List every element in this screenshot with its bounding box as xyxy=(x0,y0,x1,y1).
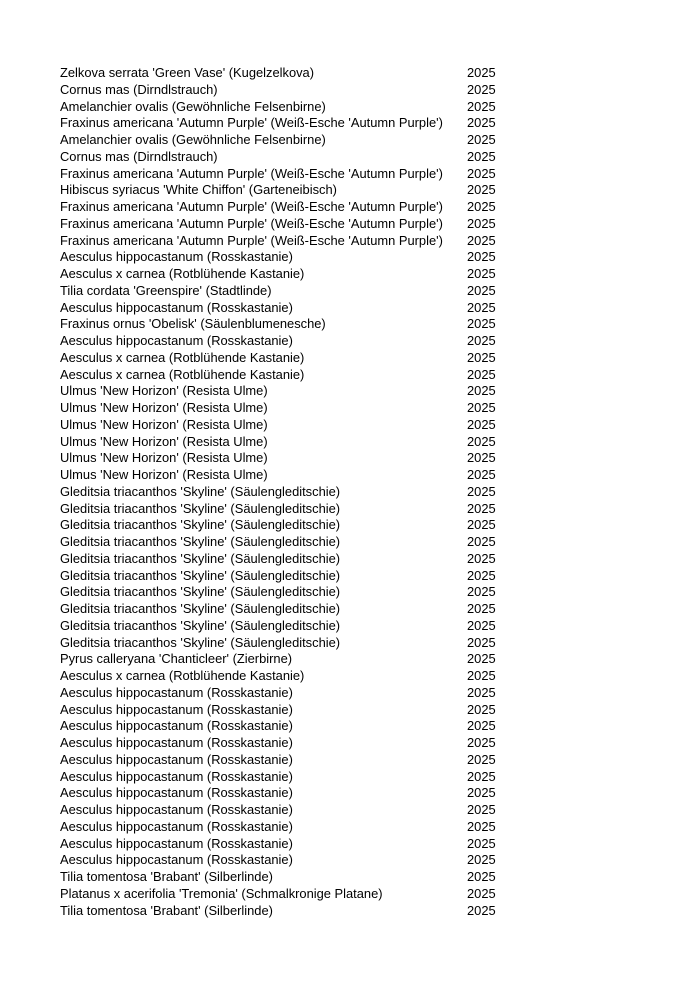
list-row xyxy=(60,367,520,384)
list-row xyxy=(60,802,520,819)
tree-species-name: Cornus mas (Dirndlstrauch) xyxy=(60,81,218,97)
planting-year: 2025 xyxy=(467,366,496,382)
tree-species-name: Ulmus 'New Horizon' (Resista Ulme) xyxy=(60,400,268,415)
planting-year: 2025 xyxy=(467,132,496,147)
planting-year: 2025 xyxy=(467,148,496,164)
tree-species-name: Platanus x acerifolia 'Tremonia' (Schmalkronige Platane) xyxy=(60,885,383,901)
list-row xyxy=(60,115,520,132)
tree-species-name: Gleditsia triacanthos 'Skyline' (Säulengleditschie) xyxy=(60,550,341,566)
list-row xyxy=(60,417,520,434)
planting-year: 2025 xyxy=(467,601,496,616)
list-row xyxy=(60,166,520,183)
tree-species-name: Aesculus hippocastanum (Rosskastanie) xyxy=(60,249,293,265)
list-row xyxy=(60,785,520,802)
planting-year: 2025 xyxy=(467,517,496,533)
list-row xyxy=(60,869,520,886)
planting-year: 2025 xyxy=(467,718,496,734)
planting-year: 2025 xyxy=(467,199,496,214)
planting-year: 2025 xyxy=(467,500,496,516)
list-row xyxy=(60,249,520,266)
tree-species-name: Fraxinus americana 'Autumn Purple' (Weiß-Esche 'Autumn Purple') xyxy=(60,199,443,214)
list-row xyxy=(60,501,520,518)
list-row xyxy=(60,568,520,585)
tree-species-name: Aesculus hippocastanum (Rosskastanie) xyxy=(60,768,293,784)
list-row xyxy=(60,702,520,719)
tree-species-name: Ulmus 'New Horizon' (Resista Ulme) xyxy=(60,433,268,449)
planting-year: 2025 xyxy=(467,65,496,80)
planting-year: 2025 xyxy=(467,416,496,432)
planting-year: 2025 xyxy=(467,383,496,399)
tree-species-name: Tilia cordata 'Greenspire' (Stadtlinde) xyxy=(60,282,272,298)
planting-year: 2025 xyxy=(467,333,496,348)
list-row xyxy=(60,65,520,82)
tree-species-name: Aesculus hippocastanum (Rosskastanie) xyxy=(60,818,293,834)
planting-year: 2025 xyxy=(467,282,496,298)
tree-species-name: Aesculus hippocastanum (Rosskastanie) xyxy=(60,785,293,801)
planting-year: 2025 xyxy=(467,634,496,650)
tree-species-name: Fraxinus americana 'Autumn Purple' (Weiß-Esche 'Autumn Purple') xyxy=(60,165,443,181)
list-row xyxy=(60,735,520,752)
list-row xyxy=(60,601,520,618)
planting-year: 2025 xyxy=(467,550,496,566)
list-row xyxy=(60,886,520,903)
list-row xyxy=(60,383,520,400)
planting-year: 2025 xyxy=(467,266,496,281)
list-row xyxy=(60,99,520,116)
tree-species-name: Amelanchier ovalis (Gewöhnliche Felsenbirne) xyxy=(60,132,326,147)
planting-year: 2025 xyxy=(467,349,496,365)
tree-species-name: Fraxinus americana 'Autumn Purple' (Weiß-Esche 'Autumn Purple') xyxy=(60,215,443,231)
list-row xyxy=(60,300,520,317)
tree-species-name: Aesculus hippocastanum (Rosskastanie) xyxy=(60,701,293,717)
planting-year: 2025 xyxy=(467,785,496,801)
planting-year: 2025 xyxy=(467,735,496,750)
planting-year: 2025 xyxy=(467,98,496,114)
planting-year: 2025 xyxy=(467,835,496,851)
list-row xyxy=(60,903,520,920)
planting-year: 2025 xyxy=(467,584,496,600)
list-row xyxy=(60,283,520,300)
planting-year: 2025 xyxy=(467,701,496,717)
tree-species-name: Gleditsia triacanthos 'Skyline' (Säulengleditschie) xyxy=(60,534,341,549)
tree-species-name: Gleditsia triacanthos 'Skyline' (Säulengleditschie) xyxy=(60,584,341,600)
list-row xyxy=(60,400,520,417)
planting-year: 2025 xyxy=(467,885,496,901)
planting-year: 2025 xyxy=(467,802,496,817)
planting-year: 2025 xyxy=(467,433,496,449)
planting-year: 2025 xyxy=(467,215,496,231)
planting-year: 2025 xyxy=(467,467,496,482)
list-row xyxy=(60,769,520,786)
tree-species-name: Fraxinus americana 'Autumn Purple' (Weiß-Esche 'Autumn Purple') xyxy=(60,232,443,248)
tree-species-name: Ulmus 'New Horizon' (Resista Ulme) xyxy=(60,383,268,399)
list-row xyxy=(60,484,520,501)
tree-species-name: Aesculus x carnea (Rotblühende Kastanie) xyxy=(60,366,305,382)
tree-species-name: Ulmus 'New Horizon' (Resista Ulme) xyxy=(60,416,268,432)
planting-year: 2025 xyxy=(467,534,496,549)
tree-species-name: Tilia tomentosa 'Brabant' (Silberlinde) xyxy=(60,869,273,884)
tree-species-name: Aesculus hippocastanum (Rosskastanie) xyxy=(60,735,293,750)
tree-species-name: Pyrus calleryana 'Chanticleer' (Zierbirne) xyxy=(60,651,293,667)
tree-species-name: Aesculus x carnea (Rotblühende Kastanie) xyxy=(60,349,305,365)
list-row xyxy=(60,668,520,685)
planting-year: 2025 xyxy=(467,450,496,466)
planting-year: 2025 xyxy=(467,316,496,332)
list-row xyxy=(60,819,520,836)
list-row xyxy=(60,551,520,568)
planting-year: 2025 xyxy=(467,751,496,767)
tree-species-name: Ulmus 'New Horizon' (Resista Ulme) xyxy=(60,450,268,466)
planting-year: 2025 xyxy=(467,852,496,868)
list-row xyxy=(60,517,520,534)
planting-year: 2025 xyxy=(467,668,496,683)
list-row xyxy=(60,635,520,652)
tree-species-name: Amelanchier ovalis (Gewöhnliche Felsenbirne) xyxy=(60,98,326,114)
tree-species-name: Fraxinus ornus 'Obelisk' (Säulenblumenesche) xyxy=(60,316,326,332)
list-row xyxy=(60,149,520,166)
tree-species-name: Gleditsia triacanthos 'Skyline' (Säulengleditschie) xyxy=(60,483,341,499)
list-row xyxy=(60,266,520,283)
tree-species-name: Aesculus hippocastanum (Rosskastanie) xyxy=(60,718,293,734)
list-row xyxy=(60,233,520,250)
tree-species-name: Gleditsia triacanthos 'Skyline' (Säulengleditschie) xyxy=(60,567,341,583)
tree-species-name: Aesculus x carnea (Rotblühende Kastanie) xyxy=(60,266,305,281)
list-row xyxy=(60,216,520,233)
tree-species-name: Gleditsia triacanthos 'Skyline' (Säulengleditschie) xyxy=(60,617,341,633)
list-row xyxy=(60,182,520,199)
planting-year: 2025 xyxy=(467,182,496,198)
planting-year: 2025 xyxy=(467,651,496,667)
list-row xyxy=(60,132,520,149)
planting-year: 2025 xyxy=(467,818,496,834)
tree-species-name: Aesculus hippocastanum (Rosskastanie) xyxy=(60,333,293,348)
list-row xyxy=(60,199,520,216)
tree-species-name: Aesculus hippocastanum (Rosskastanie) xyxy=(60,299,293,315)
tree-species-name: Zelkova serrata 'Green Vase' (Kugelzelkova) xyxy=(60,65,315,80)
tree-species-name: Cornus mas (Dirndlstrauch) xyxy=(60,148,218,164)
list-row xyxy=(60,618,520,635)
tree-species-name: Gleditsia triacanthos 'Skyline' (Säulengleditschie) xyxy=(60,601,341,616)
list-row xyxy=(60,685,520,702)
planting-year: 2025 xyxy=(467,483,496,499)
planting-year: 2025 xyxy=(467,299,496,315)
list-row xyxy=(60,836,520,853)
tree-species-name: Aesculus hippocastanum (Rosskastanie) xyxy=(60,852,293,868)
list-row xyxy=(60,316,520,333)
planting-year: 2025 xyxy=(467,115,496,131)
list-row xyxy=(60,752,520,769)
tree-species-name: Aesculus hippocastanum (Rosskastanie) xyxy=(60,684,293,700)
planting-year: 2025 xyxy=(467,567,496,583)
planting-year: 2025 xyxy=(467,400,496,415)
tree-species-name: Aesculus x carnea (Rotblühende Kastanie) xyxy=(60,668,305,683)
planting-year: 2025 xyxy=(467,249,496,265)
list-row xyxy=(60,651,520,668)
tree-species-name: Tilia tomentosa 'Brabant' (Silberlinde) xyxy=(60,902,273,918)
planting-year: 2025 xyxy=(467,81,496,97)
list-row xyxy=(60,333,520,350)
planting-year: 2025 xyxy=(467,617,496,633)
planting-year: 2025 xyxy=(467,902,496,918)
list-row xyxy=(60,450,520,467)
planting-year: 2025 xyxy=(467,684,496,700)
tree-planting-list xyxy=(60,65,520,919)
tree-species-name: Gleditsia triacanthos 'Skyline' (Säulengleditschie) xyxy=(60,500,341,516)
tree-species-name: Ulmus 'New Horizon' (Resista Ulme) xyxy=(60,467,268,482)
list-row xyxy=(60,82,520,99)
tree-species-name: Aesculus hippocastanum (Rosskastanie) xyxy=(60,835,293,851)
tree-species-name: Hibiscus syriacus 'White Chiffon' (Garteneibisch) xyxy=(60,182,337,198)
planting-year: 2025 xyxy=(467,768,496,784)
list-row xyxy=(60,584,520,601)
list-row xyxy=(60,350,520,367)
planting-year: 2025 xyxy=(467,869,496,884)
planting-year: 2025 xyxy=(467,165,496,181)
tree-species-name: Aesculus hippocastanum (Rosskastanie) xyxy=(60,802,293,817)
planting-year: 2025 xyxy=(467,232,496,248)
tree-species-name: Gleditsia triacanthos 'Skyline' (Säulengleditschie) xyxy=(60,634,341,650)
list-row xyxy=(60,467,520,484)
list-row xyxy=(60,718,520,735)
list-row xyxy=(60,852,520,869)
list-row xyxy=(60,534,520,551)
tree-species-name: Gleditsia triacanthos 'Skyline' (Säulengleditschie) xyxy=(60,517,341,533)
list-row xyxy=(60,434,520,451)
tree-species-name: Aesculus hippocastanum (Rosskastanie) xyxy=(60,751,293,767)
tree-species-name: Fraxinus americana 'Autumn Purple' (Weiß-Esche 'Autumn Purple') xyxy=(60,115,443,131)
